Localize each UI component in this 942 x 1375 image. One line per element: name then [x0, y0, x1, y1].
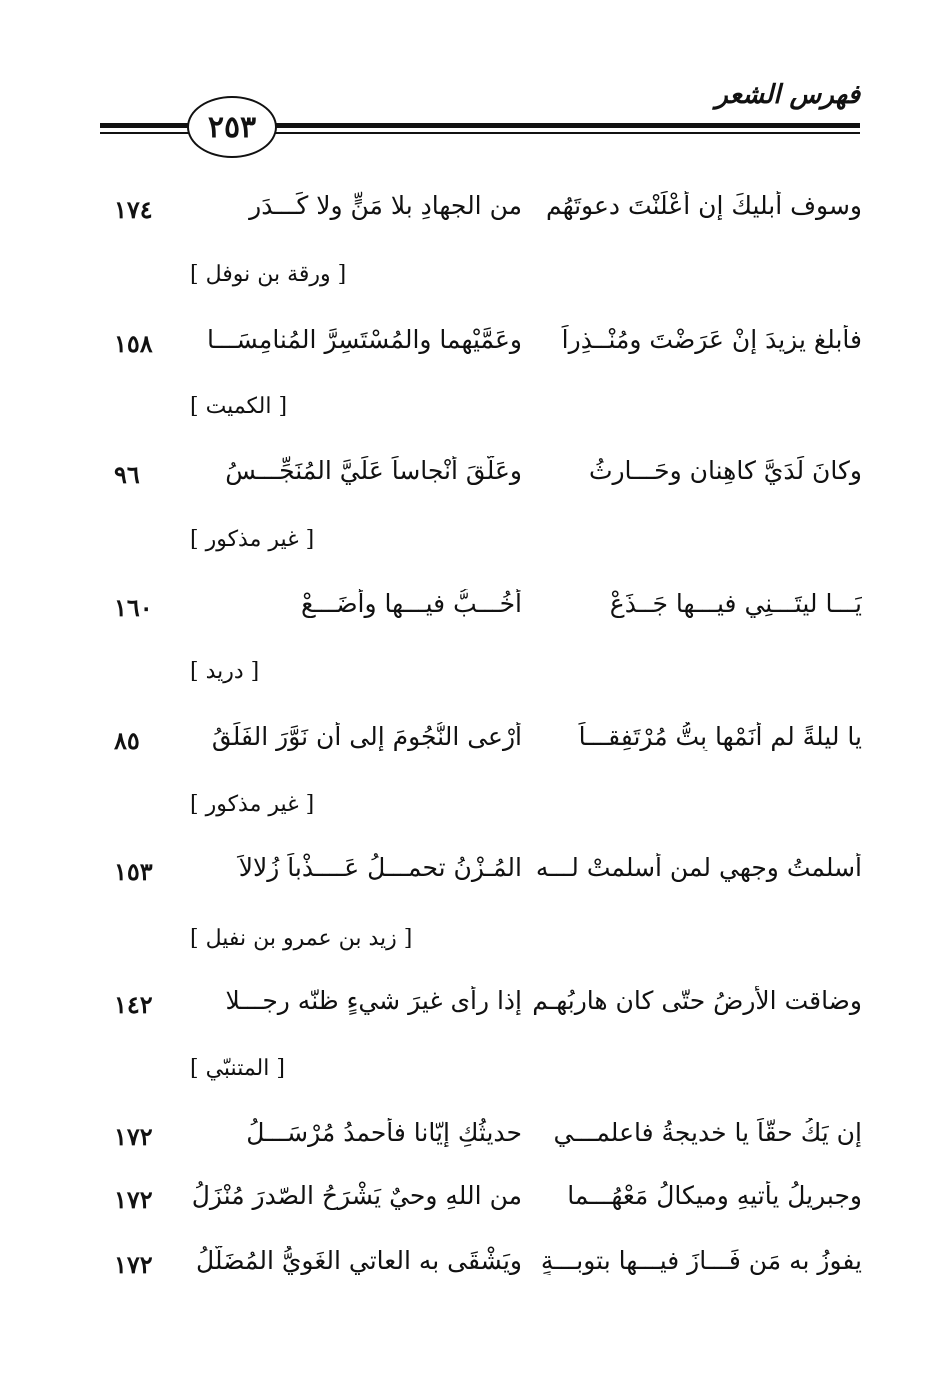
verse-first-hemistich: فأبلغ يزيدَ إنْ عَرَضْتَ ومُنْــذِراً	[561, 325, 862, 354]
verse-second-hemistich: من اللهِ وحيٌ يَشْرَحُ الصّدرَ مُنْزَلُ	[192, 1181, 522, 1210]
verse-first-hemistich: وجبريلُ يأتيهِ وميكالُ مَعْهُـــما	[567, 1181, 862, 1210]
verse-line	[100, 718, 862, 768]
verse-line	[100, 1242, 862, 1292]
verse-first-hemistich: أسلمتُ وجهي لمن أسلمتْ لـــه	[535, 853, 862, 882]
verse-line	[100, 585, 862, 635]
verse-line	[100, 452, 862, 502]
poet-attribution: [ غير مذكور ]	[190, 527, 315, 552]
verse-line	[100, 982, 862, 1032]
verse-second-hemistich: وعَمَّيْهِما والمُسْتَسِرَّ المُنامِسَـــا	[207, 325, 522, 354]
page-reference: ١٦٠	[114, 593, 153, 622]
verse-second-hemistich: من الجهادِ بلا مَنٍّ ولا كَـــدَرِ	[249, 191, 522, 220]
page-reference: ١٥٨	[114, 329, 153, 358]
verse-first-hemistich: وكانَ لَدَيَّ كاهِنانِ وحَـــارِثُ	[588, 456, 862, 485]
page-title: فهرس الشعر	[715, 80, 860, 110]
verse-line	[100, 187, 862, 237]
page-reference: ٨٥	[114, 726, 140, 755]
verse-second-hemistich: المُـزْنُ تحمـــلُ عَــــذْباً زُلالاَ	[238, 853, 522, 882]
verse-second-hemistich: وعَلَّقَ أنْجاساً عَلَيَّ المُنَجِّـــسُ	[225, 456, 522, 485]
page-reference: ١٧٢	[114, 1250, 153, 1279]
verse-line	[100, 321, 862, 371]
page-reference: ١٧٢	[114, 1122, 153, 1151]
poet-attribution: [ الكميت ]	[190, 394, 288, 419]
verse-line	[100, 1114, 862, 1164]
page-reference: ١٤٢	[114, 990, 153, 1019]
page-number-badge: ٢٥٣	[187, 96, 277, 158]
verse-second-hemistich: ويَشْقَى به العاتي الغَوِيُّ المُضَلَّلُ	[195, 1246, 522, 1275]
verse-first-hemistich: وضاقت الأرضُ حتّى كان هاربُهـم	[532, 986, 862, 1015]
verse-first-hemistich: يا ليلةً لم أَنَمْها بِتُّ مُرْتَفِقـــاً	[578, 722, 862, 751]
verse-second-hemistich: أَخُـــبُّ فيـــها وأضَـــعْ	[301, 589, 522, 618]
page-reference: ١٧٢	[114, 1185, 153, 1214]
poet-attribution: [ غير مذكور ]	[190, 792, 315, 817]
verse-second-hemistich: حديثُكِ إيّانا فأحمدُ مُرْسَـــلُ	[246, 1118, 522, 1147]
verse-line	[100, 849, 862, 899]
page-reference: ١٥٣	[114, 857, 153, 886]
page-reference: ١٧٤	[114, 195, 153, 224]
verse-first-hemistich: يفوزُ به مَن فَـــازَ فيـــها بتوبـــةٍ	[540, 1246, 862, 1275]
poet-attribution: [ المتنبّي ]	[190, 1056, 285, 1081]
verse-first-hemistich: وسوف أبليكَ إن أَعْلَنْتَ دعوتَهُم	[545, 191, 862, 220]
verse-first-hemistich: يَـــا ليتَـــنِي فيـــها جَــذَعْ	[609, 589, 862, 618]
poet-attribution: [ زيد بن عمرو بن نفيل ]	[190, 926, 413, 951]
verse-second-hemistich: أَرْعى النُّجُومَ إلى أن نَوَّرَ الفَلَقُ	[211, 722, 522, 751]
verse-line	[100, 1177, 862, 1227]
poet-attribution: [ ورقة بن نوفل ]	[190, 262, 347, 287]
verse-second-hemistich: إذا رأى غيرَ شيءٍ ظنّه رجـــلا	[225, 986, 522, 1015]
verse-first-hemistich: إن يَكُ حقّاً يا خديجةُ فاعلمـــي	[553, 1118, 862, 1147]
poet-attribution: [ دريد ]	[190, 659, 260, 684]
page-reference: ٩٦	[114, 460, 140, 489]
